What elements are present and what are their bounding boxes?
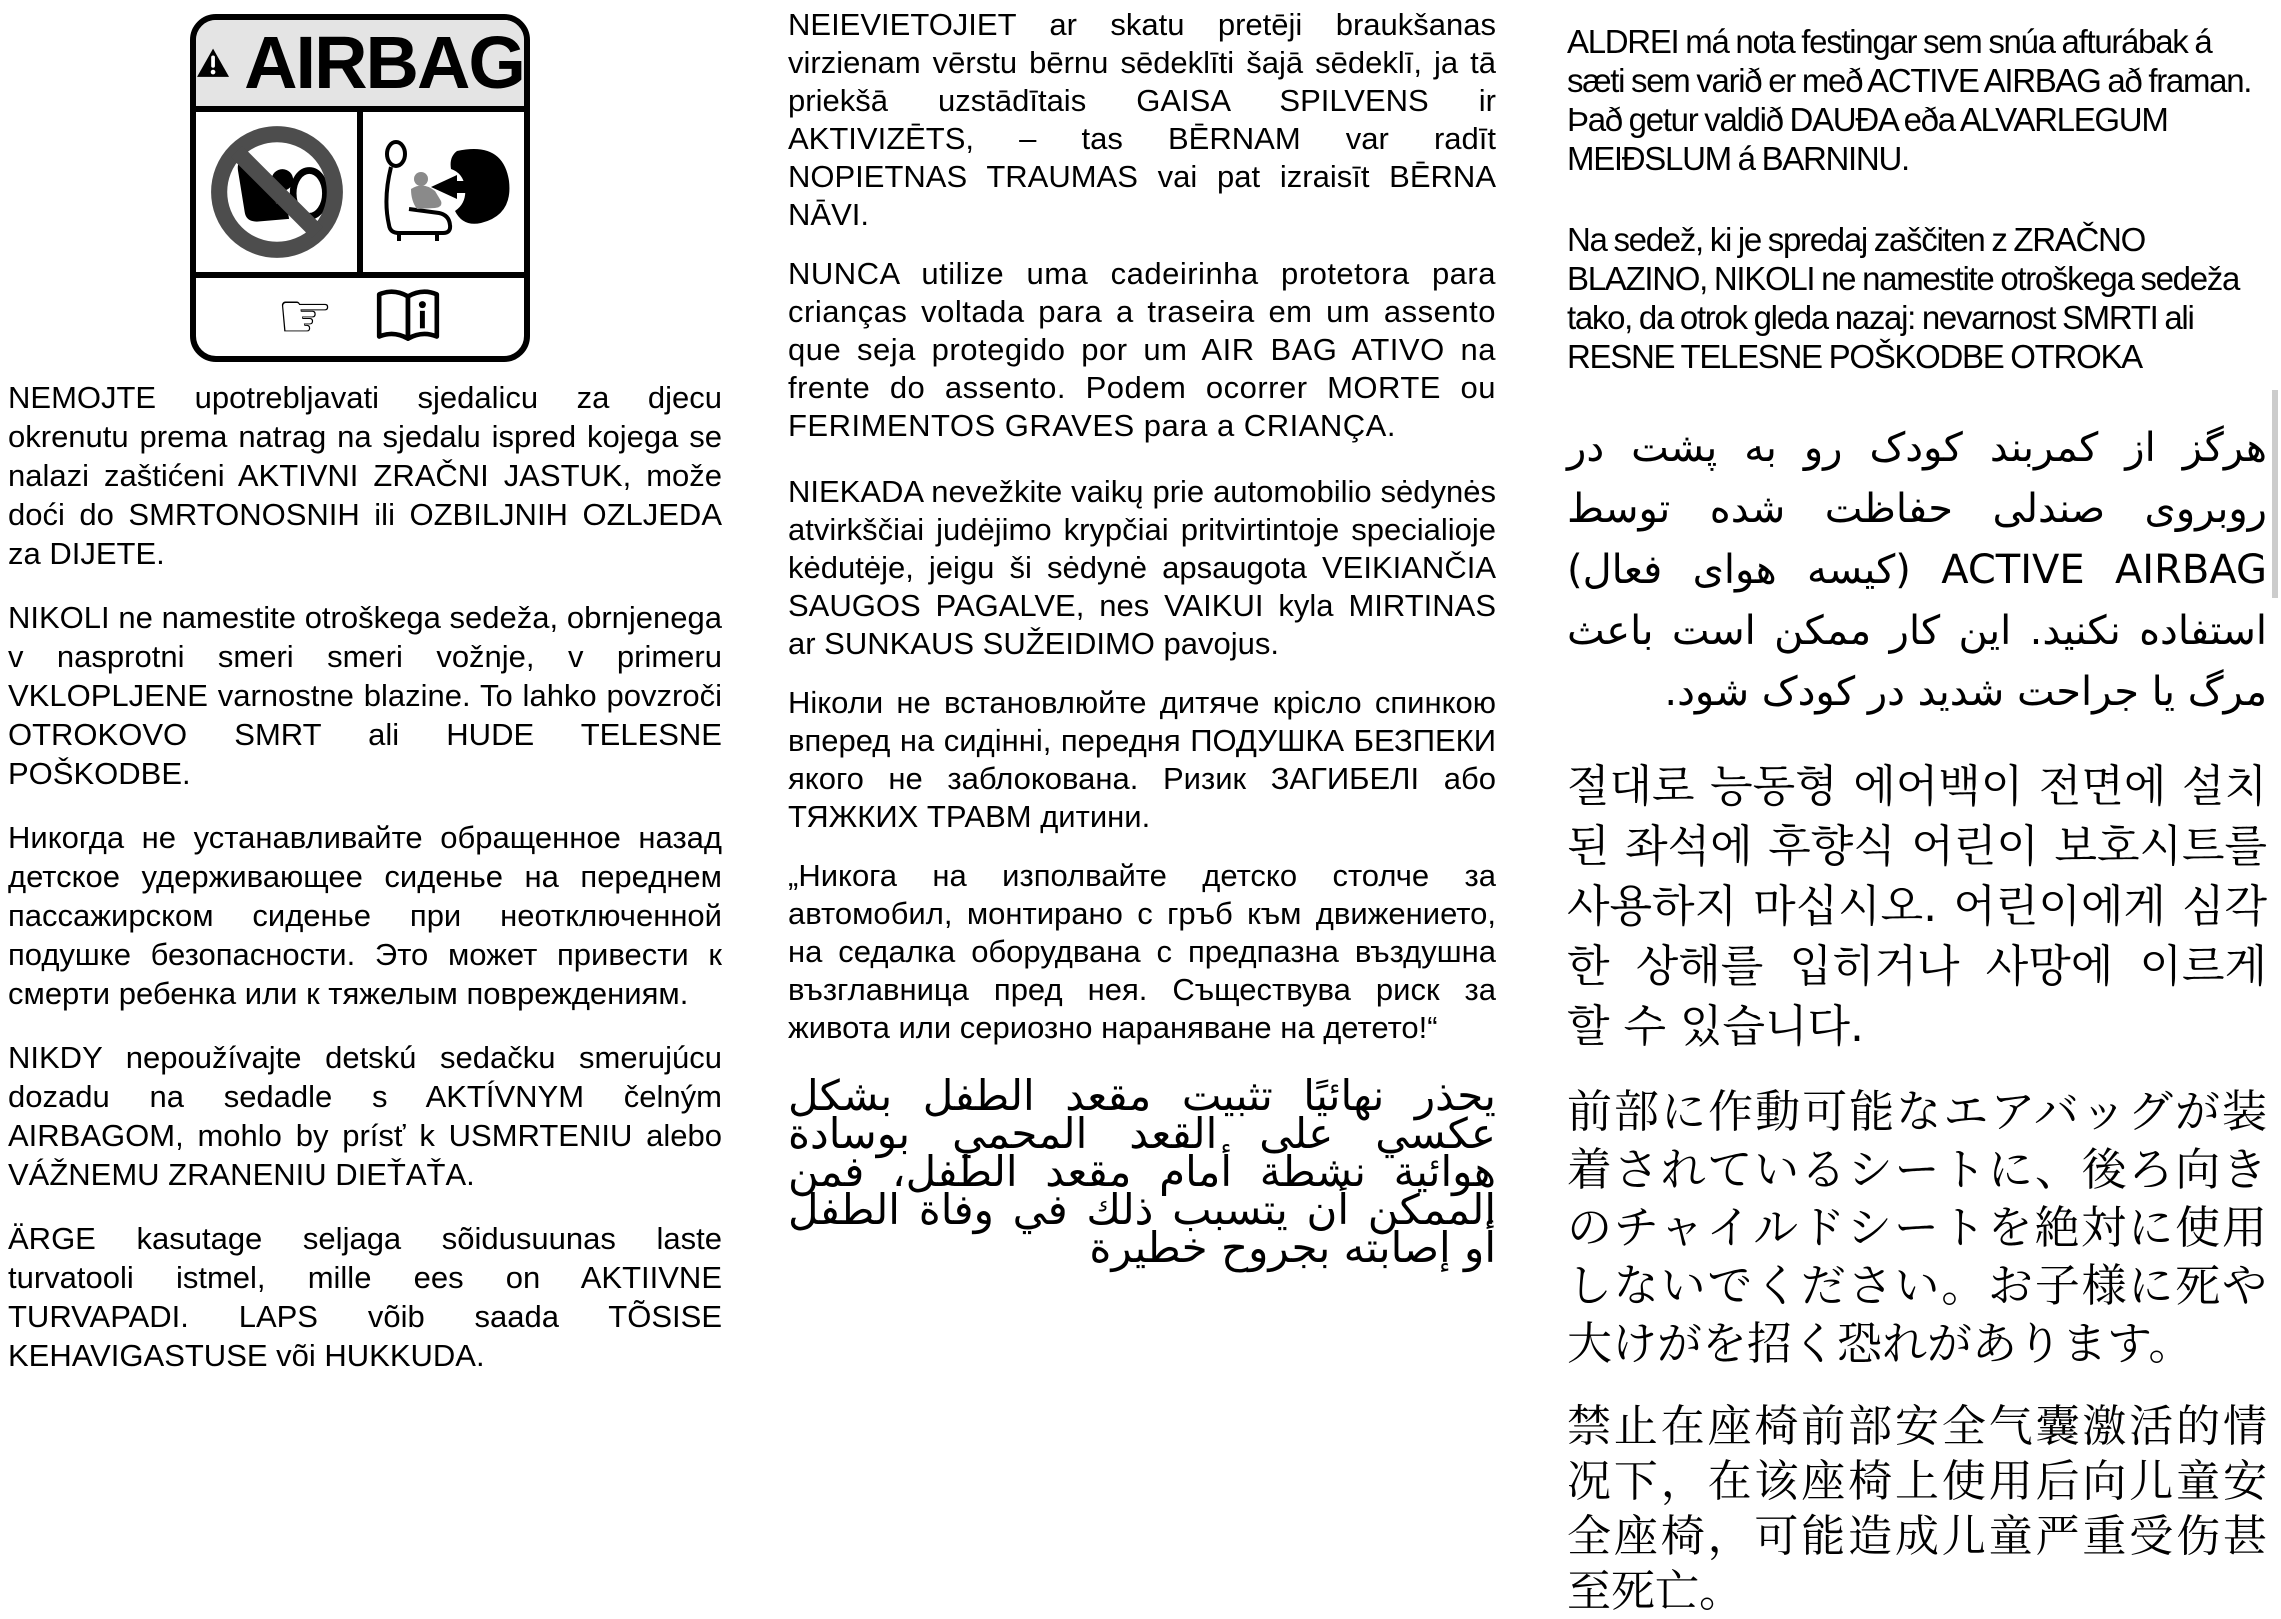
label-pictogram-row bbox=[196, 112, 524, 272]
paragraph-japanese: 前部に作動可能なエアバッグが装着されているシートに、後ろ向きのチャイルドシートを絶対に使用しないでください。お子様に死や大けがを招く恐れがあります。 bbox=[1567, 1085, 2267, 1370]
paragraph-icelandic: ALDREI má nota festingar sem snúa afturábak á sæti sem varið er með ACTIVE AIRBAG að framan. Það getur valdið DAUÐA eða ALVARLEGUM MEIÐSLUM á BARNINU. bbox=[1567, 23, 2252, 177]
column-right bbox=[1567, 22, 2267, 1619]
airbag-deployment-icon bbox=[357, 112, 524, 272]
column-middle bbox=[788, 6, 1496, 1288]
airbag-title: AIRBAG bbox=[244, 21, 524, 104]
owners-manual-book-icon bbox=[372, 286, 444, 348]
paragraph-portuguese: NUNCA utilize uma cadeirinha protetora para crianças voltada para a traseira em um assento que seja protegido por um AIR BAG ATIVO na frente do assento. Podem ocorrer MORTE ou FERIMENTOS GRAVES para a CRIANÇA. bbox=[788, 256, 1496, 443]
paragraph-estonian: ÄRGE kasutage seljaga sõidusuunas laste turvatooli istmel, mille ees on AKTIIVNE TURVAPADI. LAPS võib saada TÕSISE KEHAVIGASTUSE või HUKKUDA. bbox=[8, 1221, 722, 1373]
paragraph-chinese: 禁止在座椅前部安全气囊激活的情况下，在该座椅上使用后向儿童安全座椅，可能造成儿童严重受伤甚至死亡。 bbox=[1567, 1401, 2267, 1617]
paragraph-russian: Никогда не устанавливайте обращенное назад детское удерживающее сиденье на переднем пассажирском сиденье при неотключенной подушке безопасности. Это может привести к смерти ребенка или к тяжелым повреждениям. bbox=[8, 820, 722, 1011]
paragraph-latvian: NEIEVIETOJIET ar skatu pretēji braukšanas virzienam vērstu bērnu sēdeklīti šajā sēdeklī, ja tā priekšā uzstādītais GAISA SPILVENS ir AKTIVIZĒTS, – tas BĒRNAM var radīt NOPIETNAS TRAUMAS vai pat izraisīt BĒRNA NĀVI. bbox=[788, 7, 1496, 232]
page-edge-artifact bbox=[2272, 390, 2278, 598]
paragraph-korean: 절대로 능동형 에어백이 전면에 설치된 좌석에 후향식 어린이 보호시트를 사용하지 마십시오. 어린이에게 심각한 상해를 입히거나 사망에 이르게 할 수 있습니다. bbox=[1567, 761, 2267, 1052]
paragraph-ukrainian: Ніколи не встановлюйте дитяче крісло спинкою вперед на сидінні, передня ПОДУШКА БЕЗПЕКИ якого не заблокована. Ризик ЗАГИБЕЛІ або ТЯЖКИХ ТРАВМ дитини. bbox=[788, 685, 1496, 834]
warning-triangle-icon bbox=[196, 35, 230, 91]
hand-pointing-icon: ☞ bbox=[276, 280, 334, 354]
airbag-warning-label bbox=[190, 14, 530, 362]
paragraph-slovak: NIKDY nepoužívajte detskú sedačku smerujúcu dozadu na sedadle s AKTÍVNYM čelným AIRBAGOM, mohlo by prísť k USMRTENIU alebo VÁŽNEMU ZRANENIU DIEŤAŤA. bbox=[8, 1040, 722, 1192]
paragraph-bulgarian: „Никога на изполвайте детско столче за автомобил, монтирано с гръб към движението, на седалка оборудвана с предпазна въздушна възглавница пред нея. Съществува риск за живота или сериозно нараняване на детето!“ bbox=[788, 858, 1496, 1045]
paragraph-slovenian-2: Na sedež, ki je spredaj zaščiten z ZRAČNO BLAZINO, NIKOLI ne namestite otroškega sedeža tako, da otrok gleda nazaj: nevarnost SMRTI ali RESNE TELESNE POŠKODBE OTROKA bbox=[1567, 221, 2240, 375]
paragraph-lithuanian: NIEKADA nevežkite vaikų prie automobilio sėdynės atvirkščiai judėjimo krypčiai pritvirtintoje specialioje kėdutėje, jeigu ši sėdynė apsaugota VEIKIANČIA SAUGOS PAGALVE, nes VAIKUI kyla MIRTINAS ar SUNKAUS SUŽEIDIMO pavojus. bbox=[788, 474, 1496, 661]
paragraph-persian: هرگز از کمربند کودک رو به پشت در روبروی صندلی حفاظت شده توسط ACTIVE AIRBAG (کیسه هوای فعال) استفاده نکنید. این کار ممکن است باعث مرگ یا جراحت شدید در کودک شود. bbox=[1567, 425, 2267, 715]
paragraph-croatian: NEMOJTE upotrebljavati sjedalicu za djecu okrenutu prema natrag na sjedalu ispred kojega se nalazi zaštićeni AKTIVNI ZRAČNI JASTUK, može doći do SMRTONOSNIH ili OZBILJNIH OZLJEDA za DIJETE. bbox=[8, 380, 722, 571]
no-rear-facing-child-seat-icon bbox=[196, 112, 357, 272]
paragraph-slovenian: NIKOLI ne namestite otroškega sedeža, obrnjenega v nasprotni smeri smeri vožnje, v primeru VKLOPLJENE varnostne blazine. To lahko povzroči OTROKOVO SMRT ali HUDE TELESNE POŠKODBE. bbox=[8, 600, 722, 791]
label-header-band bbox=[196, 20, 524, 112]
column-left bbox=[8, 0, 722, 1400]
label-footer-row bbox=[196, 272, 524, 356]
paragraph-arabic: يحذر نهائيًا تثبيت مقعد الطفل بشكل عكسي على القعد المحمي بوسادة هوائية نشطة أمام مقعد الطفل، فمن الممكن أن يتسبب ذلك في وفاة الطفل أو إصابته بجروح خطيرة bbox=[788, 1071, 1496, 1272]
